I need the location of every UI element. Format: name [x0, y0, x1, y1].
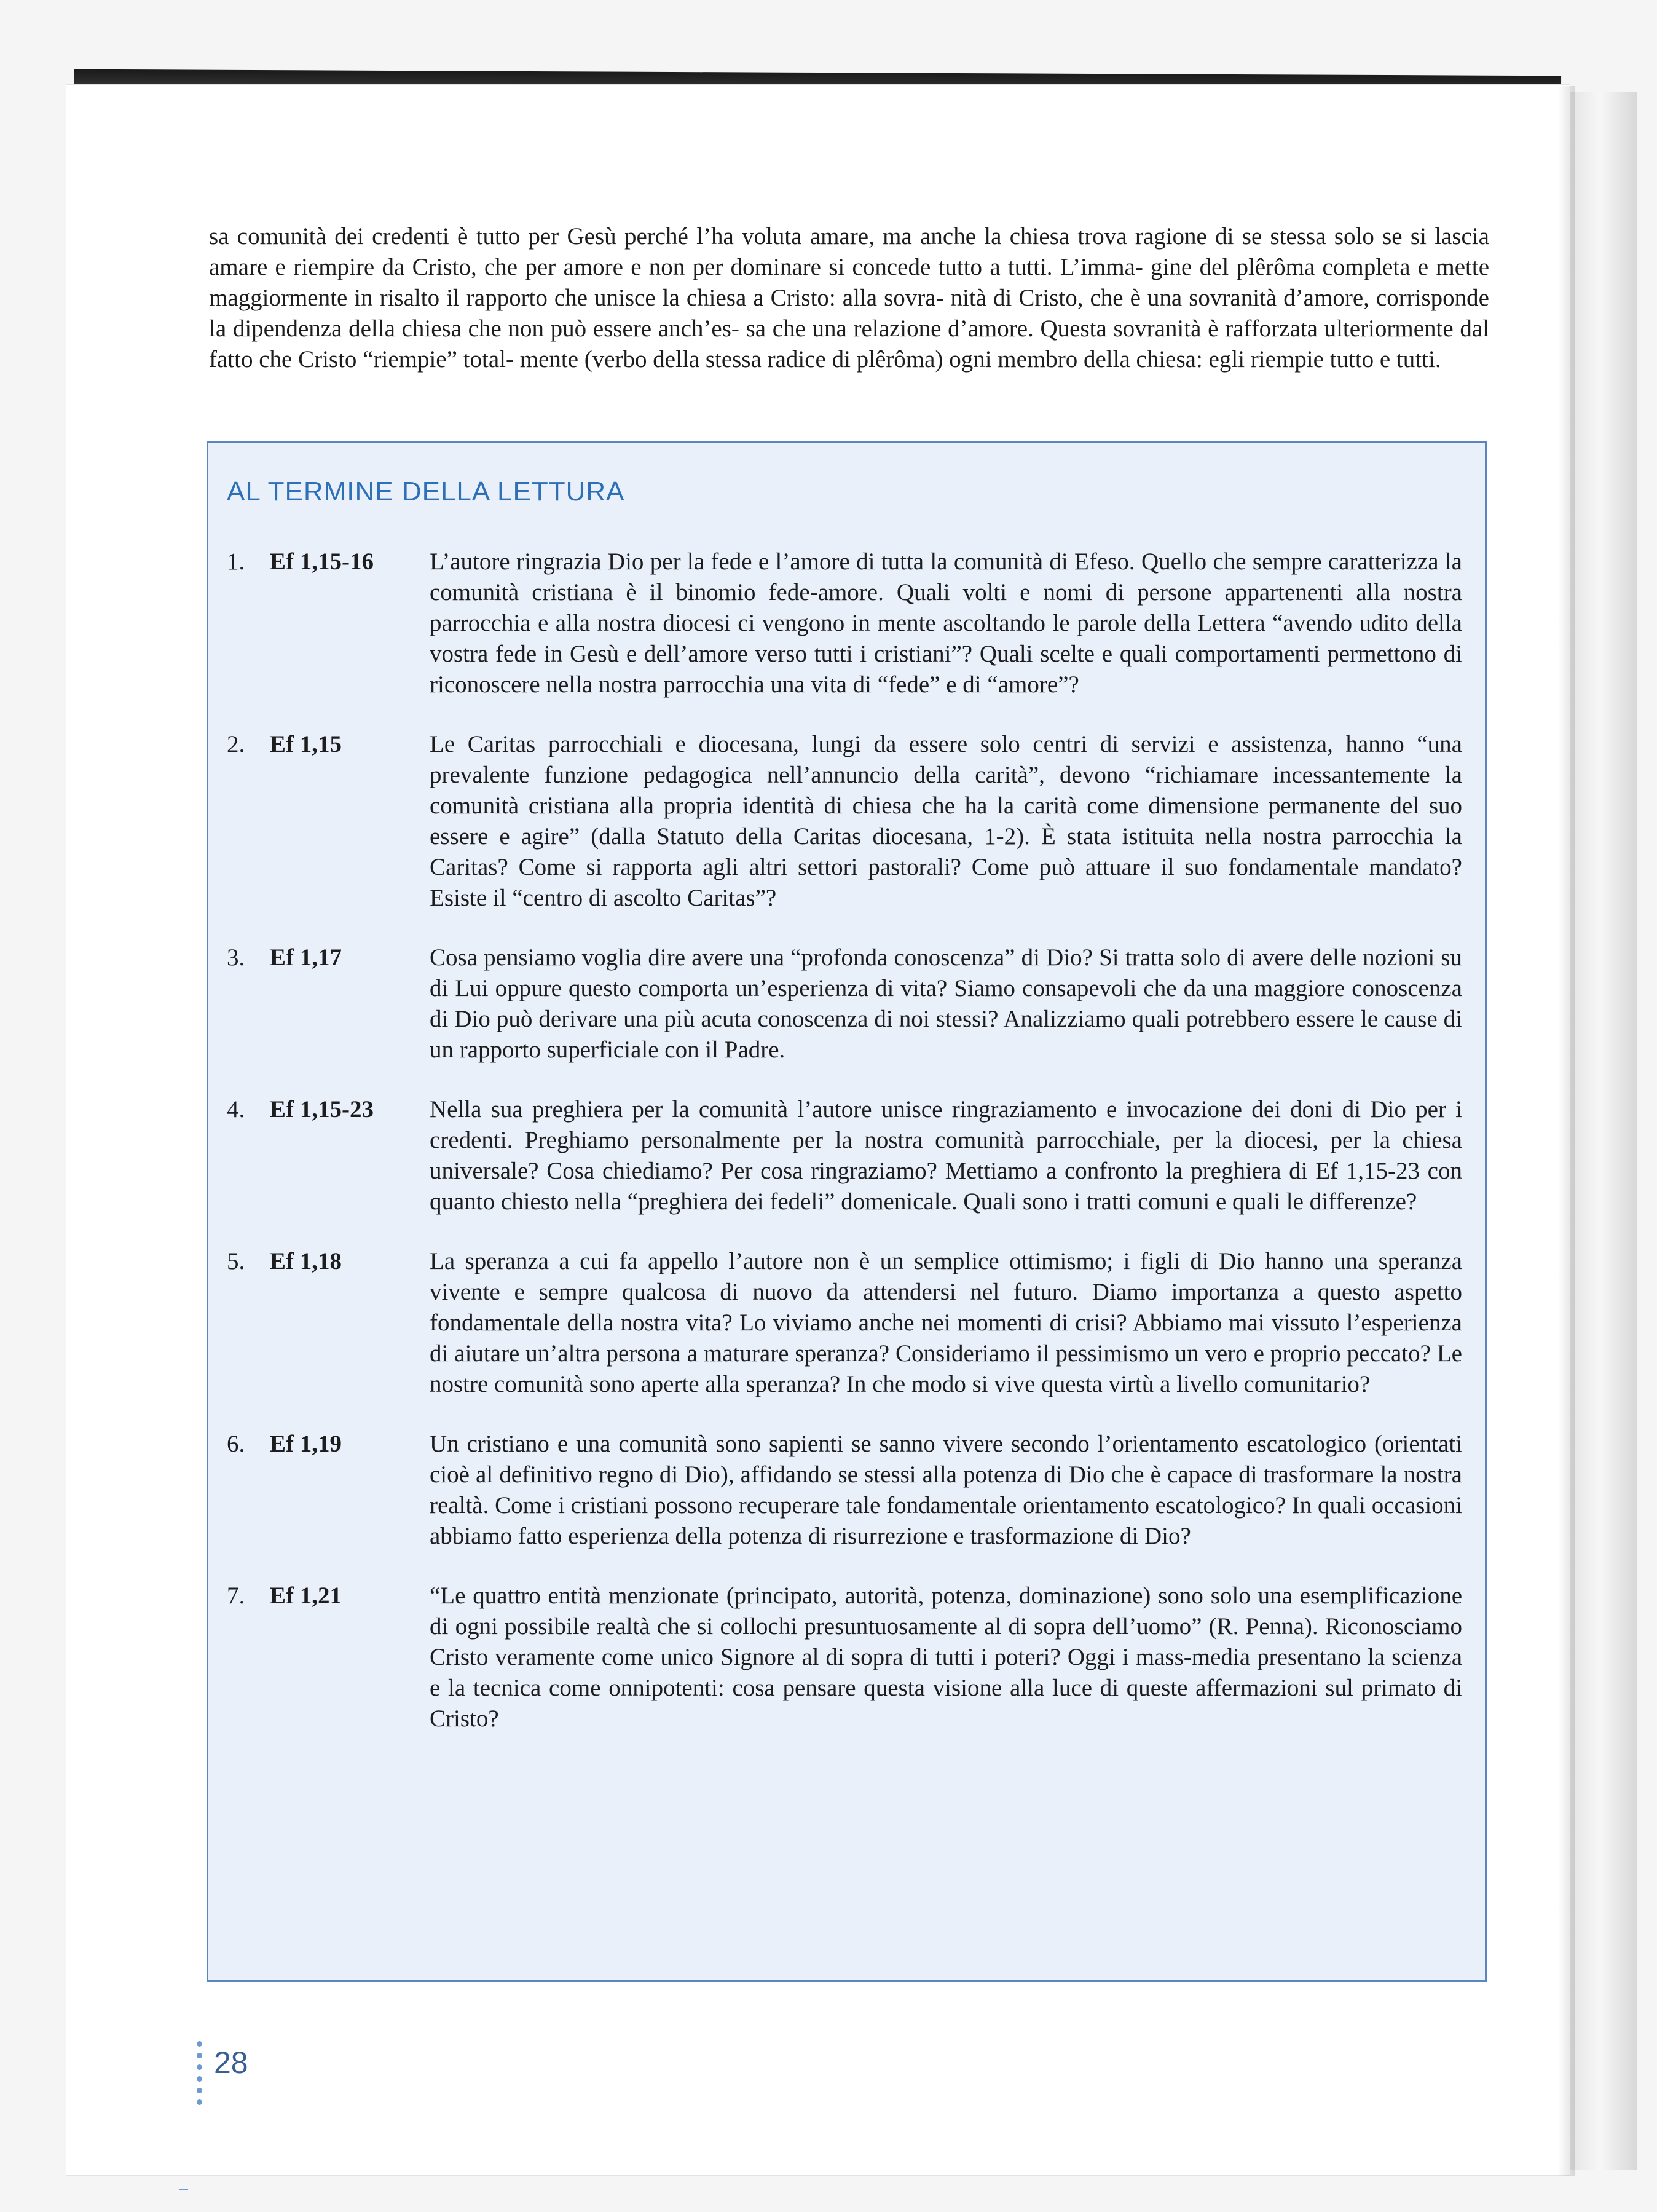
page-number: 28: [214, 2045, 248, 2080]
item-reference: Ef 1,19: [270, 1431, 342, 1457]
question-item: [227, 1581, 1462, 1734]
item-reference: Ef 1,21: [270, 1582, 342, 1609]
item-reference: Ef 1,15: [270, 731, 342, 757]
item-number: 3.: [227, 944, 245, 971]
item-text: “Le quattro entità menzionate (principato, autorità, potenza, dominazione) sono solo una esemplificazione di ogni possibile realtà che si collochi presuntuosamente al di sopra dell’uomo” (R. Penna). Riconosciamo Cristo veramente come unico Signore al di sopra di tutti i poteri? Oggi i mass-media presentano la scienza e la tecnica come onnipotenti: cosa pensare questa visione alla luce di queste affermazioni sul primato di Cristo?: [430, 1582, 1462, 1732]
intro-line: sa che una relazione d’amore. Questa sovranità è rafforzata ulteriormente dal fatto che Cristo “riempie” total-: [209, 315, 1490, 373]
item-text: L’autore ringrazia Dio per la fede e l’amore di tutta la comunità di Efeso. Quello che sempre caratterizza la comunità cristiana è il binomio fede-amore. Quali volti e nomi di persone appartenenti alla nostra parrocchia e alla nostra diocesi ci vengono in mente ascoltando le parole della Lettera “avendo udito della vostra fede in Gesù e dell’amore verso tutti i cristiani”? Quali scelte e quali comportamenti permettono di riconoscere nella nostra parrocchia una vita di “fede” e di “amore”?: [430, 548, 1462, 698]
question-item: [227, 547, 1462, 700]
item-number: 4.: [227, 1096, 245, 1123]
footer-dots-ornament: [197, 2041, 204, 2111]
intro-paragraph: [209, 221, 1489, 375]
item-text: Nella sua preghiera per la comunità l’autore unisce ringraziamento e invocazione dei doni di Dio per i credenti. Preghiamo personalmente per la nostra comunità parrocchiale, per la diocesi, per la chiesa universale? Cosa chiediamo? Per cosa ringraziamo? Mettiamo a confronto la preghiera di Ef 1,15-23 con quanto chiesto nella “preghiera dei fedeli” domenicale. Quali sono i tratti comuni e quali le differenze?: [430, 1096, 1462, 1215]
item-reference: Ef 1,17: [270, 944, 342, 971]
item-text: La speranza a cui fa appello l’autore non è un semplice ottimismo; i figli di Dio hanno una speranza vivente e sempre qualcosa di nuovo da attendersi nel futuro. Diamo importanza a questo aspetto fondamentale della nostra vita? Lo viviamo anche nei momenti di crisi? Abbiamo mai vissuto l’esperienza di aiutare un’altra persona a maturare speranza? Consideriamo il pessimismo un vero e proprio peccato? Le nostre comunità sono aperte alla speranza? In che modo si vive questa virtù a livello comunitario?: [430, 1248, 1462, 1397]
item-reference: Ef 1,15-16: [270, 548, 374, 575]
page-edge: [1570, 92, 1637, 2170]
item-text: Un cristiano e una comunità sono sapienti se sanno vivere secondo l’orientamento escatologico (orientati cioè al definitivo regno di Dio), affidando se stessi alla potenza di Dio che è capace di trasformare la nostra realtà. Come i cristiani possono recuperare tale fondamentale orientamento escatologico? In quali occasioni abbiamo fatto esperienza della potenza di risurrezione e trasformazione di Dio?: [430, 1431, 1462, 1549]
item-reference: Ef 1,18: [270, 1248, 342, 1274]
question-item: [227, 1094, 1462, 1217]
question-item: [227, 1429, 1462, 1552]
intro-line: gine del plêrôma completa e mette maggiormente in risalto il rapporto che unisce la chiesa a Cristo: alla sovra-: [209, 254, 1490, 311]
item-text: Cosa pensiamo voglia dire avere una “profonda conoscenza” di Dio? Si tratta solo di avere delle nozioni su di Lui oppure questo comporta un’esperienza di vita? Siamo consapevoli che da una maggiore conoscenza di Dio può derivare una più acuta conoscenza di noi stessi? Analizziamo quali potrebbero essere le cause di un rapporto superficiale con il Padre.: [430, 944, 1462, 1063]
intro-line: nità di Cristo, che è una sovranità d’amore, corrisponde la dipendenza della chiesa che non può essere anch’es-: [209, 285, 1489, 342]
question-item: [227, 1246, 1462, 1400]
intro-line: mente (verbo della stessa radice di plêrôma) ogni membro della chiesa: egli riempie tutto e tutti.: [519, 346, 1441, 373]
margin-mark: [179, 2189, 188, 2190]
box-title: AL TERMINE DELLA LETTURA: [227, 476, 625, 507]
intro-line: sa comunità dei credenti è tutto per Gesù perché l’ha voluta amare, ma anche la chiesa trova ragione di se stessa: [209, 223, 1326, 250]
item-text: Le Caritas parrocchiali e diocesana, lungi da essere solo centri di servizi e assistenza, hanno “una prevalente funzione pedagogica nell’annuncio della carità”, devono “richiamare incessantemente la comunità cristiana alla propria identità di chiesa che ha la carità come dimensione permanente del suo essere e agire” (dalla Statuto della Caritas diocesana, 1-2). È stata istituita nella nostra parrocchia la Caritas? Come si rapporta agli altri settori pastorali? Come può attuare il suo fondamentale mandato? Esiste il “centro di ascolto Caritas”?: [430, 731, 1462, 911]
item-number: 6.: [227, 1431, 245, 1457]
item-number: 7.: [227, 1582, 245, 1609]
question-item: [227, 729, 1462, 914]
item-reference: Ef 1,15-23: [270, 1096, 374, 1123]
page-gutter-shadow: [1557, 86, 1575, 2176]
item-number: 2.: [227, 731, 245, 757]
intro-line: solo se si lascia amare e riempire da Cristo, che per amore e non per dominare si concede tutto a tutti. L’imma-: [209, 223, 1489, 280]
reading-questions-box: [207, 441, 1487, 1982]
question-item: [227, 942, 1462, 1065]
question-list: [227, 547, 1462, 1763]
item-number: 1.: [227, 548, 245, 575]
item-number: 5.: [227, 1248, 245, 1274]
